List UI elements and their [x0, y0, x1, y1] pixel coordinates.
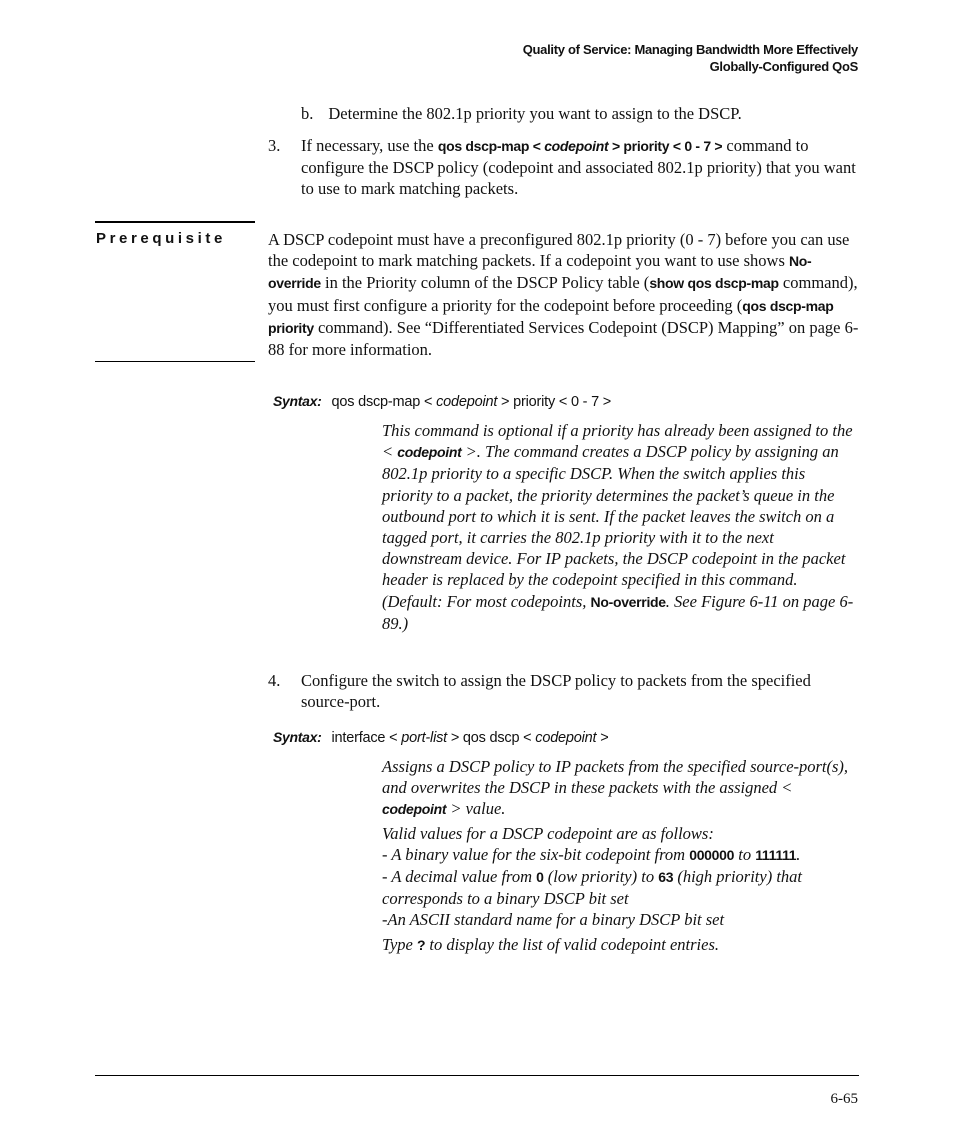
header-chapter-title: Quality of Service: Managing Bandwidth More Effectively: [522, 42, 858, 57]
step-b: [301, 103, 861, 124]
syntax-1: [273, 393, 611, 411]
step-3-command: qos dscp-map < codepoint > priority < 0 - 7 >: [437, 138, 723, 154]
step-3-post: command to configure the DSCP policy (codepoint and associated 802.1p priority) that you want to use to mark matching packets.: [301, 136, 856, 199]
syntax-2-command: interface < port-list > qos dscp < codepoint >: [331, 730, 609, 746]
no-override-term: No-override: [268, 253, 812, 292]
codepoint-term-2: codepoint: [382, 801, 447, 818]
syntax-1-command: qos dscp-map < codepoint > priority < 0 - 7 >: [331, 394, 612, 410]
step-4-marker: 4.: [268, 671, 281, 690]
valid-values-intro: Valid values for a DSCP codepoint are as follows:: [382, 823, 714, 843]
step-b-text: Determine the 802.1p priority you want to assign to the DSCP.: [328, 104, 742, 123]
syntax-2-label: Syntax:: [273, 729, 322, 745]
page-number: 6-65: [830, 1091, 858, 1107]
step-3-text: [301, 135, 861, 200]
codepoint-term: codepoint: [397, 444, 462, 461]
step-4-text: Configure the switch to assign the DSCP policy to packets from the specified source-port.: [301, 671, 811, 712]
type-help-paragraph: Type ? to display the list of valid codepoint entries.: [382, 934, 720, 954]
footer-rule: [95, 1075, 859, 1076]
step-3-marker: 3.: [268, 136, 281, 155]
prerequisite-text: A DSCP codepoint must have a preconfigured 802.1p priority (0 - 7) before you can use the codepoint to mark matching packets. If a codepoint you want to use shows No-override in the Priority column of the DSCP Policy table (show qos dscp-map command), you must first configure a priority for the codepoint before proceeding (qos dscp-map priority command). See “Differentiated Services Codepoint (DSCP) Mapping” on page 6-88 for more information.: [268, 230, 859, 360]
step-b-marker: b.: [301, 104, 314, 123]
valid-value-binary: - A binary value for the six-bit codepoint from 000000 to 111111.: [382, 844, 801, 864]
syntax-1-label: Syntax:: [273, 393, 322, 409]
syntax-2: [273, 729, 608, 747]
show-qos-cmd: show qos dscp-map: [649, 275, 779, 292]
prereq-top-rule: [95, 221, 255, 223]
valid-value-decimal: - A decimal value from 0 (low priority) to 63 (high priority) that corresponds to a binary DSCP bit set: [382, 867, 802, 909]
prerequisite-label: Prerequisite: [96, 230, 226, 247]
running-header: [523, 41, 858, 75]
valid-values-paragraph: [382, 823, 858, 931]
valid-value-ascii: -An ASCII standard name for a binary DSCP bit set: [382, 910, 725, 930]
syntax-2-description: [382, 756, 858, 956]
no-override-default: No-override: [590, 593, 666, 610]
prereq-bottom-rule: [95, 361, 255, 362]
syntax-1-description: This command is optional if a priority has already been assigned to the < codepoint >. The command creates a DSCP policy by assigning an 802.1p priority to a specific DSCP. When the switch applies this priority to a packet, the priority determines the packet’s queue in the outbound port to which it is sent. If the packet leaves the switch on a tagged port, it carries the 802.1p priority with it to the next downstream device. For IP packets, the DSCP codepoint in the packet header is replaced by the codepoint specified in this command. (Default: For most codepoints, No-override. See Figure 6-11 on page 6-89.): [382, 421, 854, 633]
header-section-title: Globally-Configured QoS: [709, 59, 858, 74]
assigns-paragraph: Assigns a DSCP policy to IP packets from the specified source-port(s), and overwrites the DSCP in these packets with the assigned < codepoint > value.: [382, 757, 849, 819]
dscp-map-priority-cmd: qos dscp-map priority: [268, 297, 834, 336]
step-3-pre: If necessary, use the: [301, 136, 438, 155]
